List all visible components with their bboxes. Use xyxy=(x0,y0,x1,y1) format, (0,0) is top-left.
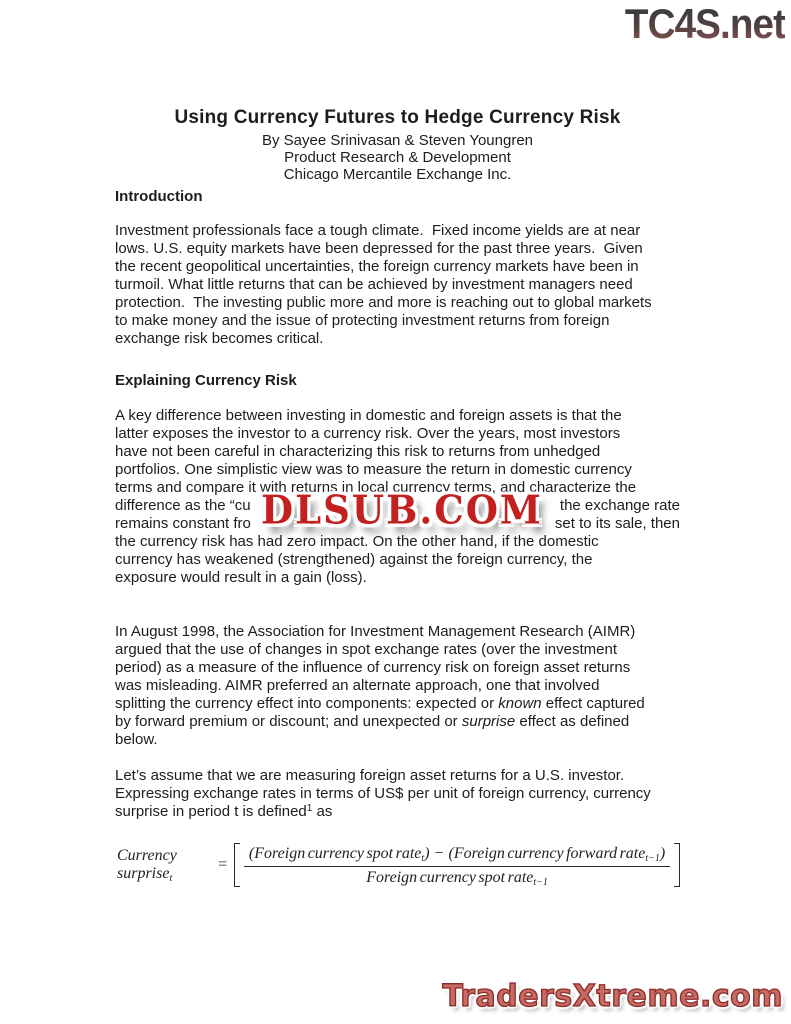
text-line: exposure would result in a gain (loss). xyxy=(115,569,367,586)
text-line: In August 1998, the Association for Investment Management Research (AIMR) xyxy=(115,623,636,640)
text-line: terms and compare it with returns in local currency terms, and characterize the xyxy=(115,479,637,496)
byline-authors: By Sayee Srinivasan & Steven Youngren xyxy=(261,132,534,149)
byline xyxy=(115,132,680,183)
text-line: currency has weakened (strengthened) against the foreign currency, the xyxy=(115,551,593,568)
fraction xyxy=(242,843,672,887)
text-line: latter exposes the investor to a currency risk. Over the years, most investors xyxy=(115,425,621,442)
fraction-denominator: Foreign currency spot rate$_{t-1}$ xyxy=(366,869,548,888)
text-line: Expressing exchange rates in terms of US$ per unit of foreign currency, currency xyxy=(115,785,651,802)
watermark-tc4s: TC4S.net xyxy=(624,0,785,47)
paragraph-currency-surprise xyxy=(115,767,680,821)
fraction-numerator: (Foreign currency spot rate$_t$) − (Foreign currency forward rate$_{t-1}$) xyxy=(244,843,670,867)
text-line: protection. The investing public more and more is reaching out to global markets xyxy=(115,294,652,311)
text-line: have not been careful in characterizing this risk to returns from unhedged xyxy=(115,443,601,460)
text-line: Let’s assume that we are measuring foreign asset returns for a U.S. investor. xyxy=(115,767,625,784)
text-line: Investment professionals face a tough climate. Fixed income yields are at near xyxy=(115,222,641,239)
text-line: turmoil. What little returns that can be achieved by investment managers need xyxy=(115,276,633,293)
currency-surprise-formula xyxy=(117,843,680,887)
text-line: to make money and the issue of protecting investment returns from foreign xyxy=(115,312,610,329)
section-heading-explaining-currency-risk: Explaining Currency Risk xyxy=(115,372,297,389)
text-line: surprise in period t is defined$^1$ as xyxy=(115,803,333,820)
text-line: exchange risk becomes critical. xyxy=(115,330,324,347)
text-line: lows. U.S. equity markets have been depressed for the past three years. Given xyxy=(115,240,643,257)
page-title: Using Currency Futures to Hedge Currency Risk xyxy=(174,107,621,128)
left-bracket xyxy=(234,843,240,887)
text-line: was misleading. AIMR preferred an alternate approach, one that involved xyxy=(115,677,600,694)
text-line: argued that the use of changes in spot exchange rates (over the investment xyxy=(115,641,617,658)
right-bracket xyxy=(674,843,680,887)
watermark-dlsub: DLSUB.COM xyxy=(261,486,543,534)
text-line: below. xyxy=(115,731,158,748)
text-line: the currency risk has had zero impact. On the other hand, if the domestic xyxy=(115,533,599,550)
section-heading-introduction: Introduction xyxy=(115,188,203,205)
text-line: the recent geopolitical uncertainties, the foreign currency markets have been in xyxy=(115,258,639,275)
byline-department: Product Research & Development xyxy=(284,149,511,166)
paragraph-introduction xyxy=(115,222,680,348)
text-line: splitting the currency effect into components: expected or known effect captured xyxy=(115,695,645,712)
byline-company: Chicago Mercantile Exchange Inc. xyxy=(283,166,512,183)
equals-sign: = xyxy=(218,856,228,873)
formula-lhs: Currency surprise$_t$ xyxy=(117,847,177,884)
text-line: difference as the “cu the exchange rate xyxy=(115,497,680,514)
text-line: by forward premium or discount; and unexpected or surprise effect as defined xyxy=(115,713,630,730)
text-line: remains constant fro set to its sale, then xyxy=(115,515,680,532)
paragraph-aimr xyxy=(115,623,680,749)
text-line: portfolios. One simplistic view was to measure the return in domestic currency xyxy=(115,461,632,478)
text-line: period) as a measure of the influence of currency risk on foreign asset returns xyxy=(115,659,631,676)
watermark-tradersxtreme: TradersXtreme.com xyxy=(442,979,783,1014)
text-line: A key difference between investing in domestic and foreign assets is that the xyxy=(115,407,622,424)
minus-sign: − xyxy=(434,845,444,862)
